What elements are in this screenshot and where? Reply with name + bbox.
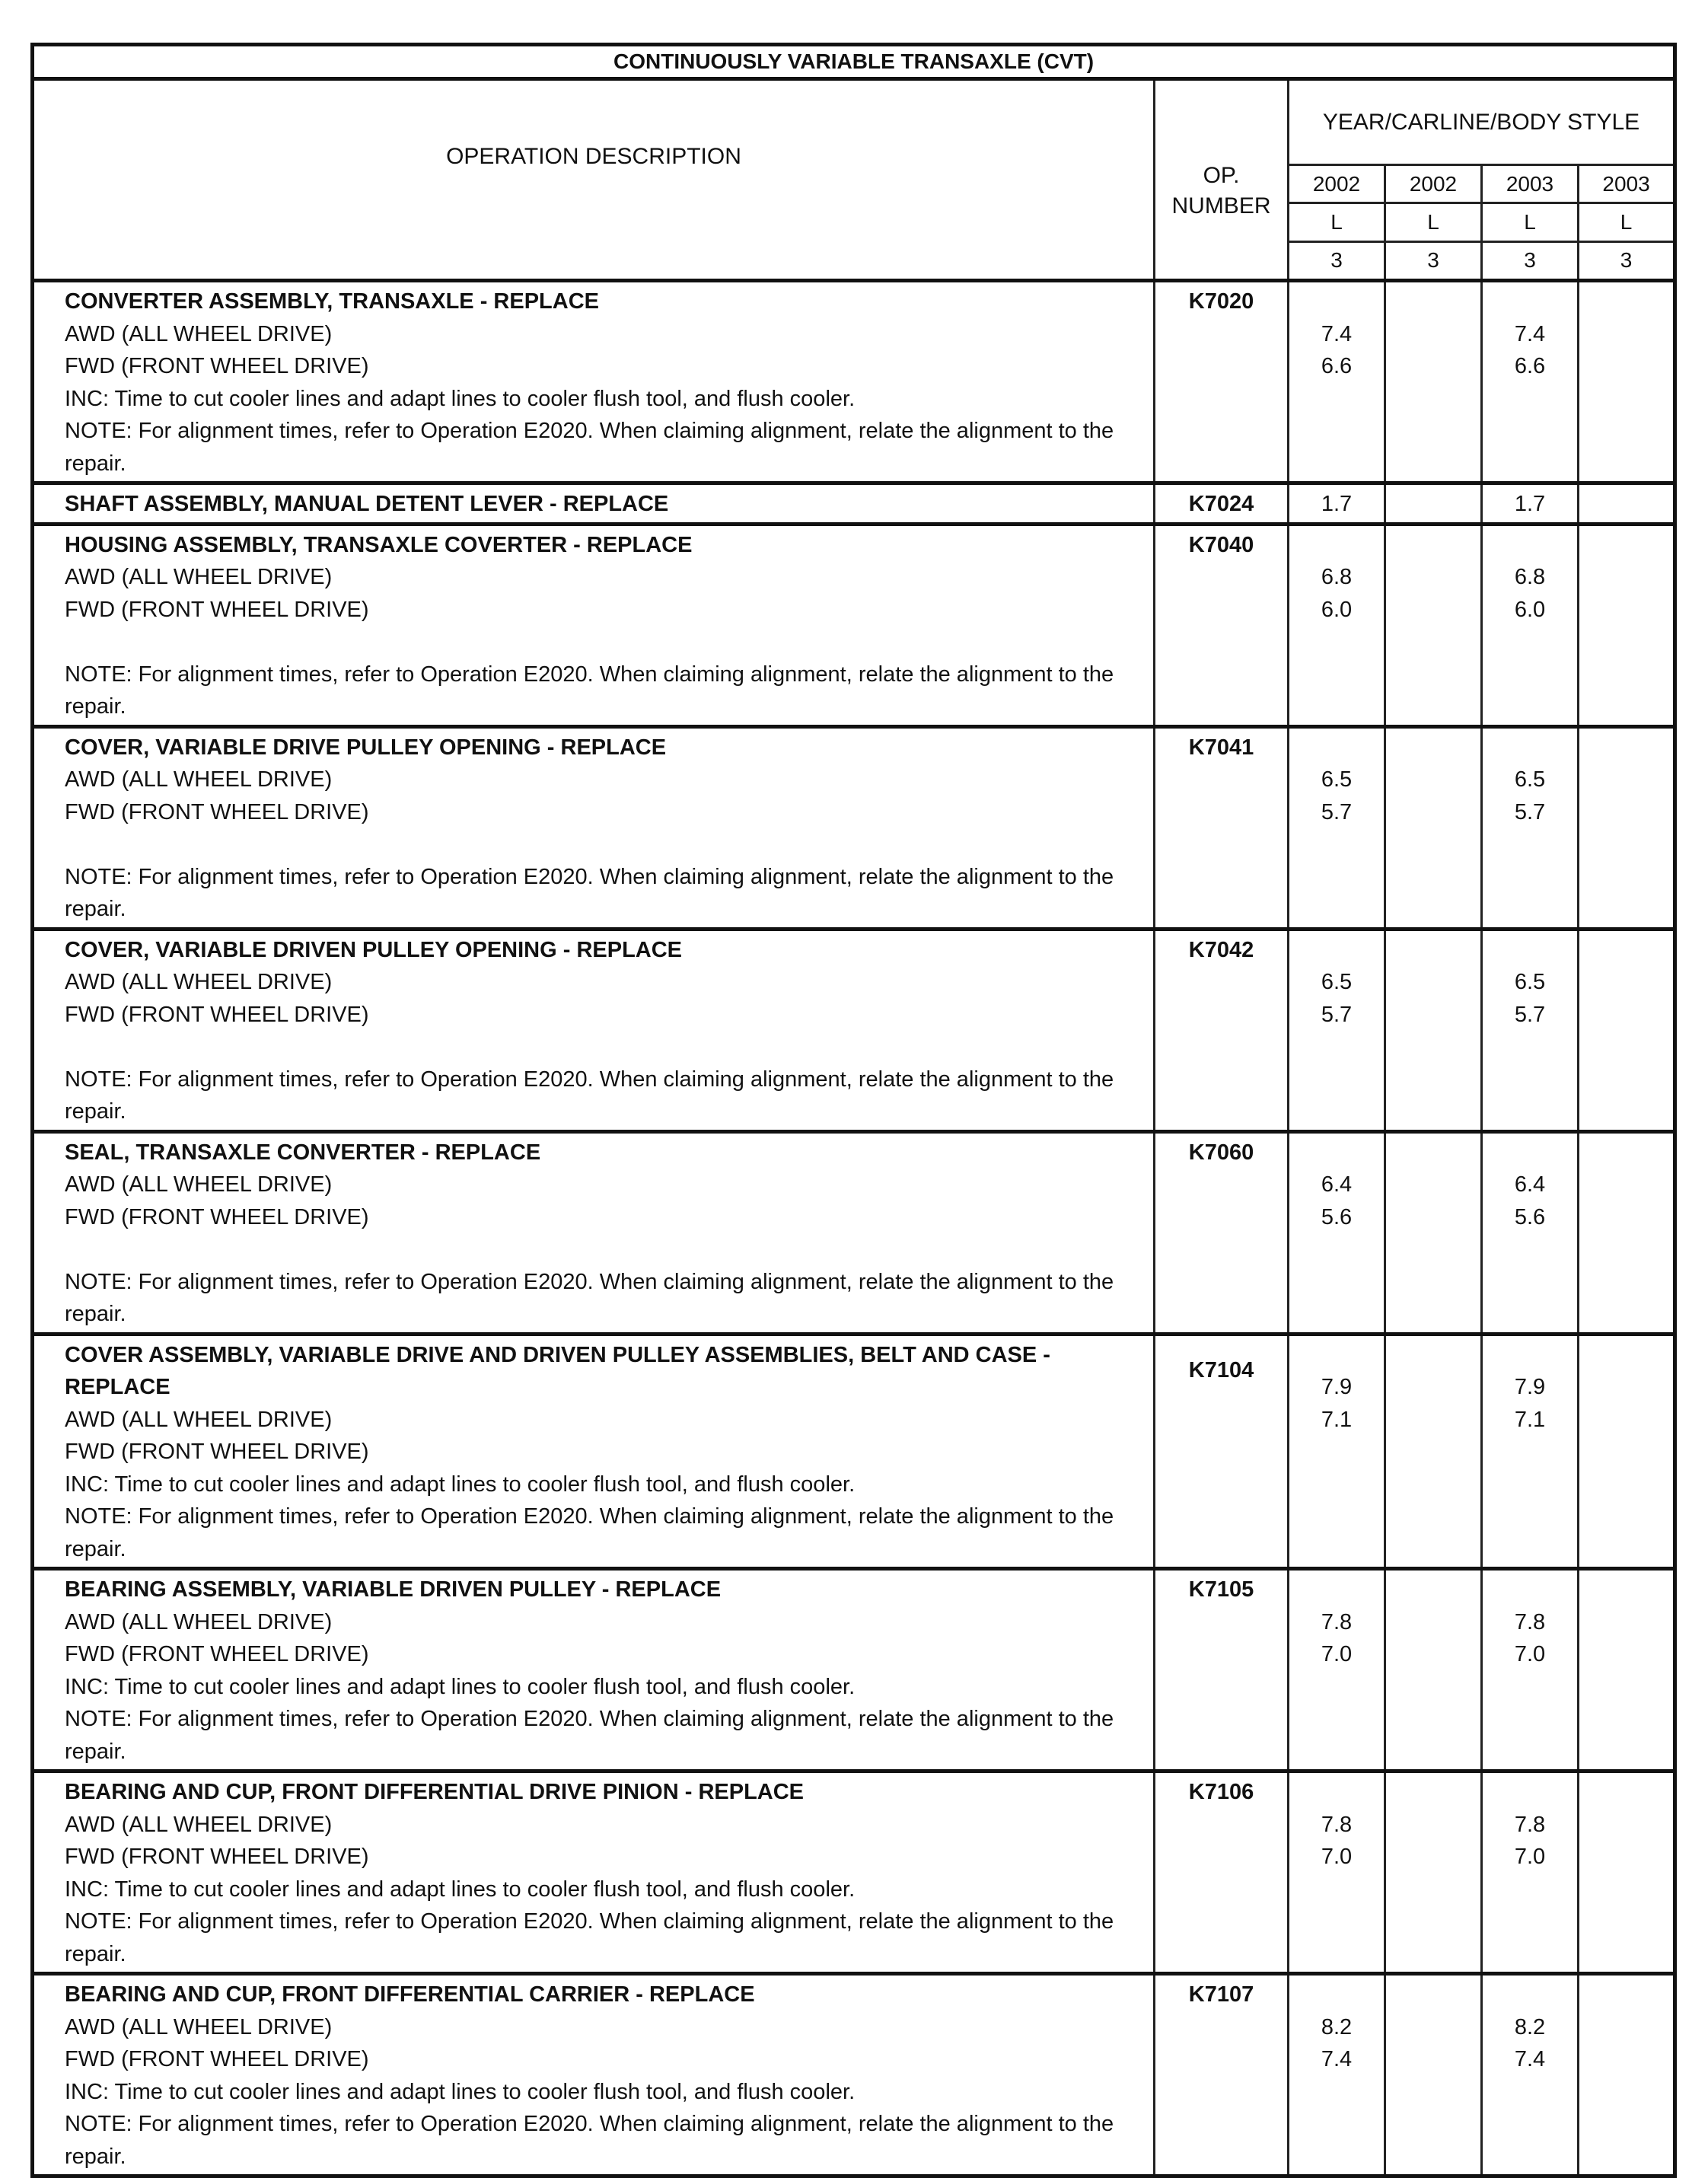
operation-description	[33, 929, 1155, 1131]
operation-detail: NOTE: For alignment times, refer to Operation E2020. When claiming alignment, relate the alignment to the repair.	[65, 419, 1114, 476]
time-cell-col2	[1385, 929, 1482, 1131]
empty-value	[1289, 1703, 1384, 1736]
operation-detail: AWD (ALL WHEEL DRIVE)	[65, 1812, 333, 1837]
labor-time-value: 7.1	[1514, 1407, 1546, 1432]
operation-detail: NOTE: For alignment times, refer to Operation E2020. When claiming alignment, relate the alignment to the repair.	[65, 1504, 1114, 1561]
op-number: K7060	[1155, 1131, 1289, 1334]
time-cell-col4	[1579, 929, 1675, 1131]
labor-time-value: 6.6	[1321, 354, 1353, 378]
time-cell-col3	[1482, 281, 1579, 483]
empty-value	[1483, 1468, 1577, 1501]
operations-body	[33, 281, 1675, 2176]
empty-value	[1289, 1137, 1384, 1169]
blank-line	[65, 626, 1130, 659]
labor-time-value: 6.0	[1321, 597, 1353, 622]
time-cell-col1	[1289, 281, 1385, 483]
operation-detail: FWD (FRONT WHEEL DRIVE)	[65, 1642, 369, 1666]
operation-heading: BEARING AND CUP, FRONT DIFFERENTIAL CARRIER - REPLACE	[65, 1982, 755, 2007]
labor-time-value: 6.5	[1514, 970, 1546, 994]
labor-time-value: 5.7	[1514, 1002, 1546, 1027]
op-number: K7041	[1155, 726, 1289, 929]
operation-detail: FWD (FRONT WHEEL DRIVE)	[65, 1440, 369, 1464]
empty-value	[1483, 828, 1577, 861]
year-header: 2002	[1385, 165, 1482, 203]
operation-description	[33, 1974, 1155, 2176]
time-cell-col4	[1579, 483, 1675, 525]
operation-heading: SEAL, TRANSAXLE CONVERTER - REPLACE	[65, 1140, 541, 1165]
operation-heading: COVER, VARIABLE DRIVE PULLEY OPENING - REPLACE	[65, 735, 667, 760]
empty-value	[1289, 285, 1384, 318]
empty-value	[1289, 934, 1384, 967]
time-cell-col3	[1482, 1771, 1579, 1974]
empty-value	[1289, 1671, 1384, 1704]
operation-detail: INC: Time to cut cooler lines and adapt lines to cooler flush tool, and flush cooler.	[65, 1472, 856, 1497]
time-cell-col3	[1482, 524, 1579, 726]
empty-value	[1289, 2108, 1384, 2141]
time-cell-col4	[1579, 1974, 1675, 2176]
body-style-header: 3	[1289, 241, 1385, 280]
time-cell-col1	[1289, 1131, 1385, 1334]
time-cell-col2	[1385, 1974, 1482, 2176]
operation-description	[33, 1131, 1155, 1334]
time-cell-col1	[1289, 1771, 1385, 1974]
time-cell-col1	[1289, 726, 1385, 929]
operation-heading: COVER, VARIABLE DRIVEN PULLEY OPENING - REPLACE	[65, 937, 683, 962]
labor-time-value: 7.8	[1514, 1609, 1546, 1634]
empty-value	[1483, 383, 1577, 416]
labor-time-value: 6.5	[1321, 767, 1353, 792]
empty-value	[1289, 1063, 1384, 1096]
time-cell-col2	[1385, 726, 1482, 929]
op-number-header-line2: NUMBER	[1171, 193, 1271, 218]
blank-line	[65, 828, 1130, 861]
time-cell-col1	[1289, 483, 1385, 525]
body-style-header: 3	[1385, 241, 1482, 280]
empty-value	[1289, 659, 1384, 691]
empty-value	[1289, 383, 1384, 416]
carline-header: L	[1289, 203, 1385, 241]
labor-time-value: 6.5	[1514, 767, 1546, 792]
year-header: 2003	[1579, 165, 1675, 203]
operation-detail: NOTE: For alignment times, refer to Operation E2020. When claiming alignment, relate the alignment to the repair.	[65, 864, 1114, 921]
operation-detail: AWD (ALL WHEEL DRIVE)	[65, 1172, 333, 1197]
labor-time-value: 7.1	[1321, 1407, 1353, 1432]
labor-time-value: 1.7	[1321, 492, 1353, 516]
time-cell-col2	[1385, 1771, 1482, 1974]
empty-value	[1483, 861, 1577, 894]
op-number: K7107	[1155, 1974, 1289, 2176]
empty-value	[1483, 285, 1577, 318]
operation-description-header: OPERATION DESCRIPTION	[33, 79, 1155, 281]
labor-time-value: 6.5	[1321, 970, 1353, 994]
operation-description	[33, 1334, 1155, 1569]
empty-value	[1483, 1233, 1577, 1266]
labor-time-value: 5.7	[1321, 1002, 1353, 1027]
time-cell-col2	[1385, 1334, 1482, 1569]
operation-detail: FWD (FRONT WHEEL DRIVE)	[65, 2047, 369, 2071]
time-cell-col4	[1579, 524, 1675, 726]
op-number: K7105	[1155, 1569, 1289, 1771]
operation-detail: INC: Time to cut cooler lines and adapt lines to cooler flush tool, and flush cooler.	[65, 386, 856, 411]
operation-heading: BEARING AND CUP, FRONT DIFFERENTIAL DRIVE PINION - REPLACE	[65, 1780, 805, 1804]
operation-detail: FWD (FRONT WHEEL DRIVE)	[65, 354, 369, 378]
cvt-labor-table	[30, 43, 1677, 2178]
operation-detail: INC: Time to cut cooler lines and adapt lines to cooler flush tool, and flush cooler.	[65, 1674, 856, 1699]
labor-time-value: 6.6	[1514, 354, 1546, 378]
time-cell-col3	[1482, 1974, 1579, 2176]
time-cell-col4	[1579, 281, 1675, 483]
op-number: K7106	[1155, 1771, 1289, 1974]
operation-row	[33, 1569, 1675, 1771]
operation-description	[33, 1771, 1155, 1974]
time-cell-col3	[1482, 1569, 1579, 1771]
labor-time-page	[30, 43, 1675, 2178]
operation-description	[33, 483, 1155, 525]
operation-row	[33, 524, 1675, 726]
op-number: K7024	[1155, 483, 1289, 525]
operation-description	[33, 726, 1155, 929]
empty-value	[1289, 529, 1384, 562]
empty-value	[1483, 934, 1577, 967]
time-cell-col4	[1579, 1569, 1675, 1771]
empty-value	[1289, 861, 1384, 894]
time-cell-col4	[1579, 1334, 1675, 1569]
op-number-header	[1155, 79, 1289, 281]
empty-value	[1289, 1776, 1384, 1809]
empty-value	[1483, 1776, 1577, 1809]
labor-time-value: 6.8	[1321, 565, 1353, 589]
labor-time-value: 8.2	[1514, 2014, 1546, 2039]
time-cell-col1	[1289, 1974, 1385, 2176]
body-style-header: 3	[1579, 241, 1675, 280]
time-cell-col3	[1482, 726, 1579, 929]
carline-header: L	[1579, 203, 1675, 241]
time-cell-col4	[1579, 1131, 1675, 1334]
labor-time-value: 5.6	[1321, 1204, 1353, 1229]
empty-value	[1289, 1873, 1384, 1906]
operation-detail: NOTE: For alignment times, refer to Operation E2020. When claiming alignment, relate the alignment to the repair.	[65, 2112, 1114, 2169]
labor-time-value: 7.0	[1514, 1642, 1546, 1666]
empty-value	[1483, 1873, 1577, 1906]
operation-detail: AWD (ALL WHEEL DRIVE)	[65, 767, 333, 792]
labor-time-value: 7.4	[1321, 321, 1353, 346]
empty-value	[1289, 828, 1384, 861]
time-cell-col2	[1385, 1569, 1482, 1771]
labor-time-value: 7.4	[1321, 2047, 1353, 2071]
operation-detail: FWD (FRONT WHEEL DRIVE)	[65, 799, 369, 824]
labor-time-value: 6.4	[1321, 1172, 1353, 1197]
labor-time-value: 8.2	[1321, 2014, 1353, 2039]
labor-time-value: 7.0	[1321, 1642, 1353, 1666]
operation-detail: AWD (ALL WHEEL DRIVE)	[65, 321, 333, 346]
empty-value	[1289, 1905, 1384, 1938]
carline-header: L	[1385, 203, 1482, 241]
operation-row	[33, 483, 1675, 525]
operation-detail: NOTE: For alignment times, refer to Operation E2020. When claiming alignment, relate the alignment to the repair.	[65, 1067, 1114, 1124]
empty-value	[1483, 659, 1577, 691]
operation-description	[33, 281, 1155, 483]
blank-line	[65, 1031, 1130, 1063]
labor-time-value: 6.4	[1514, 1172, 1546, 1197]
operation-row	[33, 1771, 1675, 1974]
operation-heading: BEARING ASSEMBLY, VARIABLE DRIVEN PULLEY - REPLACE	[65, 1577, 722, 1602]
empty-value	[1289, 1468, 1384, 1501]
labor-time-value: 7.0	[1514, 1845, 1546, 1869]
empty-value	[1289, 1574, 1384, 1606]
operation-detail: FWD (FRONT WHEEL DRIVE)	[65, 1002, 369, 1027]
labor-time-value: 7.8	[1321, 1609, 1353, 1634]
empty-value	[1289, 1979, 1384, 2011]
time-cell-col3	[1482, 1131, 1579, 1334]
empty-value	[1483, 1436, 1577, 1468]
time-cell-col1	[1289, 524, 1385, 726]
table-title: CONTINUOUSLY VARIABLE TRANSAXLE (CVT)	[33, 45, 1675, 79]
empty-value	[1483, 1671, 1577, 1704]
operation-detail: AWD (ALL WHEEL DRIVE)	[65, 2014, 333, 2039]
operation-detail: AWD (ALL WHEEL DRIVE)	[65, 565, 333, 589]
operation-detail: INC: Time to cut cooler lines and adapt lines to cooler flush tool, and flush cooler.	[65, 1877, 856, 1902]
time-cell-col1	[1289, 1569, 1385, 1771]
empty-value	[1289, 1339, 1384, 1372]
labor-time-value: 7.4	[1514, 321, 1546, 346]
op-number-header-line1: OP.	[1203, 163, 1240, 188]
operation-heading: CONVERTER ASSEMBLY, TRANSAXLE - REPLACE	[65, 289, 599, 314]
operation-heading: COVER ASSEMBLY, VARIABLE DRIVE AND DRIVEN PULLEY ASSEMBLIES, BELT AND CASE - REPLACE	[65, 1342, 1050, 1399]
labor-time-value: 6.8	[1514, 565, 1546, 589]
empty-value	[1289, 626, 1384, 659]
empty-value	[1483, 415, 1577, 448]
empty-value	[1483, 1063, 1577, 1096]
op-number: K7042	[1155, 929, 1289, 1131]
labor-time-value: 6.0	[1514, 597, 1546, 622]
time-cell-col3	[1482, 483, 1579, 525]
operation-heading: SHAFT ASSEMBLY, MANUAL DETENT LEVER - REPLACE	[65, 492, 669, 516]
empty-value	[1289, 1266, 1384, 1299]
operation-detail: NOTE: For alignment times, refer to Operation E2020. When claiming alignment, relate the alignment to the repair.	[65, 1707, 1114, 1764]
op-number: K7040	[1155, 524, 1289, 726]
empty-value	[1483, 2108, 1577, 2141]
time-cell-col2	[1385, 483, 1482, 525]
labor-time-value: 7.8	[1514, 1812, 1546, 1837]
empty-value	[1483, 1266, 1577, 1299]
operation-detail: FWD (FRONT WHEEL DRIVE)	[65, 1845, 369, 1869]
time-cell-col4	[1579, 726, 1675, 929]
year-header: 2002	[1289, 165, 1385, 203]
year-header: 2003	[1482, 165, 1579, 203]
empty-value	[1483, 1031, 1577, 1063]
labor-time-value: 1.7	[1514, 492, 1546, 516]
labor-time-value: 7.9	[1321, 1375, 1353, 1399]
empty-value	[1483, 1905, 1577, 1938]
empty-value	[1289, 732, 1384, 764]
empty-value	[1483, 626, 1577, 659]
operation-detail: FWD (FRONT WHEEL DRIVE)	[65, 1204, 369, 1229]
time-cell-col4	[1579, 1771, 1675, 1974]
operation-detail: FWD (FRONT WHEEL DRIVE)	[65, 597, 369, 622]
empty-value	[1483, 732, 1577, 764]
empty-value	[1483, 529, 1577, 562]
operation-detail: INC: Time to cut cooler lines and adapt lines to cooler flush tool, and flush cooler.	[65, 2079, 856, 2104]
operation-detail: AWD (ALL WHEEL DRIVE)	[65, 1407, 333, 1432]
blank-line	[65, 1233, 1130, 1266]
empty-value	[1483, 1137, 1577, 1169]
operation-description	[33, 1569, 1155, 1771]
year-carline-body-header: YEAR/CARLINE/BODY STYLE	[1289, 79, 1675, 165]
operation-description	[33, 524, 1155, 726]
labor-time-value: 7.9	[1514, 1375, 1546, 1399]
operation-heading: HOUSING ASSEMBLY, TRANSAXLE COVERTER - REPLACE	[65, 532, 693, 557]
carline-header: L	[1482, 203, 1579, 241]
time-cell-col2	[1385, 281, 1482, 483]
operation-row	[33, 1334, 1675, 1569]
labor-time-value: 5.6	[1514, 1204, 1546, 1229]
empty-value	[1289, 1031, 1384, 1063]
operation-row	[33, 726, 1675, 929]
empty-value	[1289, 1436, 1384, 1468]
operation-row	[33, 1974, 1675, 2176]
time-cell-col1	[1289, 1334, 1385, 1569]
operation-row	[33, 281, 1675, 483]
labor-time-value: 5.7	[1514, 799, 1546, 824]
labor-time-value: 7.8	[1321, 1812, 1353, 1837]
operation-detail: AWD (ALL WHEEL DRIVE)	[65, 970, 333, 994]
empty-value	[1483, 1339, 1577, 1372]
operation-row	[33, 929, 1675, 1131]
time-cell-col1	[1289, 929, 1385, 1131]
op-number: K7020	[1155, 281, 1289, 483]
labor-time-value: 7.4	[1514, 2047, 1546, 2071]
operation-row	[33, 1131, 1675, 1334]
time-cell-col3	[1482, 929, 1579, 1131]
empty-value	[1289, 1233, 1384, 1266]
empty-value	[1289, 415, 1384, 448]
time-cell-col2	[1385, 1131, 1482, 1334]
labor-time-value: 7.0	[1321, 1845, 1353, 1869]
operation-detail: NOTE: For alignment times, refer to Operation E2020. When claiming alignment, relate the alignment to the repair.	[65, 662, 1114, 719]
operation-detail: AWD (ALL WHEEL DRIVE)	[65, 1609, 333, 1634]
operation-detail: NOTE: For alignment times, refer to Operation E2020. When claiming alignment, relate the alignment to the repair.	[65, 1269, 1114, 1326]
empty-value	[1483, 1703, 1577, 1736]
body-style-header: 3	[1482, 241, 1579, 280]
empty-value	[1483, 1574, 1577, 1606]
empty-value	[1289, 2076, 1384, 2109]
empty-value	[1483, 2076, 1577, 2109]
labor-time-value: 5.7	[1321, 799, 1353, 824]
operation-detail: NOTE: For alignment times, refer to Operation E2020. When claiming alignment, relate the alignment to the repair.	[65, 1909, 1114, 1966]
op-number: K7104	[1155, 1334, 1289, 1569]
empty-value	[1483, 1979, 1577, 2011]
time-cell-col2	[1385, 524, 1482, 726]
time-cell-col3	[1482, 1334, 1579, 1569]
